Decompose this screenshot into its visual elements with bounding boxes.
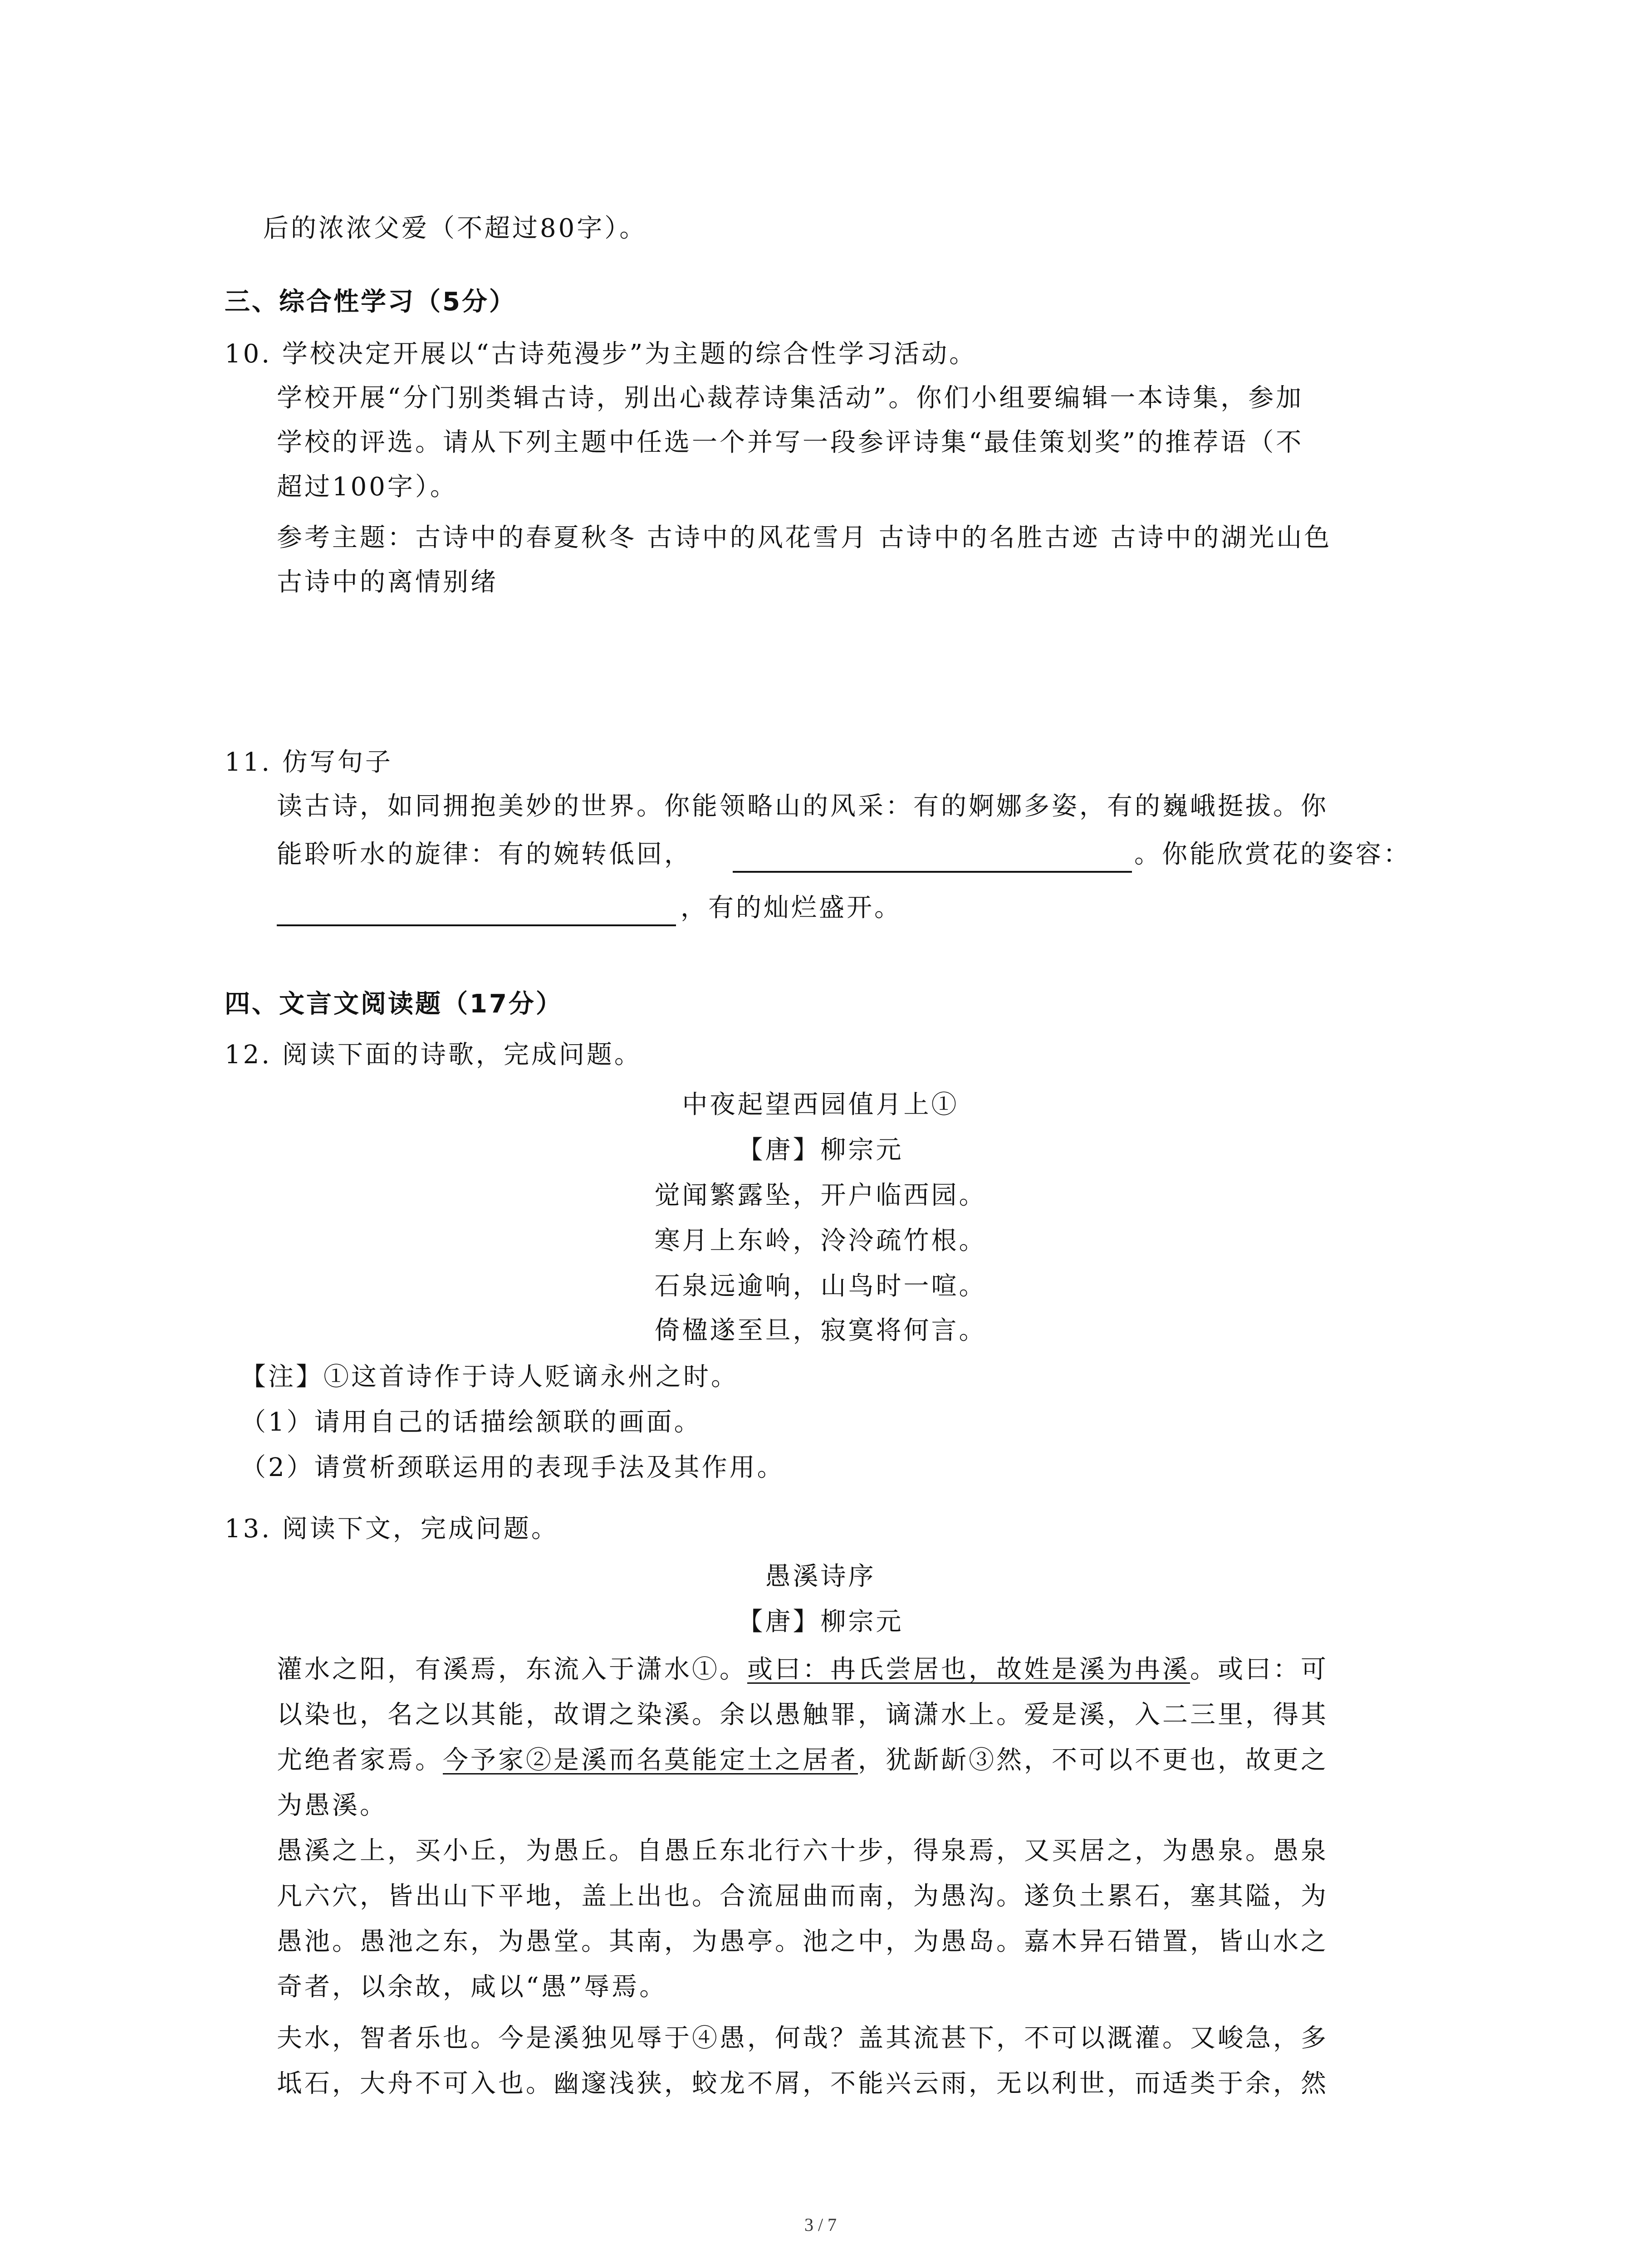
- q13-p2-line1: 愚溪之上，买小丘，为愚丘。自愚丘东北行六十步，得泉焉，又买居之，为愚泉。愚泉: [277, 1836, 1328, 1866]
- q10-stem: 10. 学校决定开展以“古诗苑漫步”为主题的综合性学习活动。: [225, 339, 977, 369]
- q12-note: 【注】①这首诗作于诗人贬谪永州之时。: [240, 1362, 739, 1392]
- q13-stem: 13. 阅读下文，完成问题。: [225, 1514, 559, 1544]
- q13-p2-line4: 奇者，以余故，咸以“愚”辱焉。: [277, 1972, 667, 2002]
- q13-p1-line2: 以染也，名之以其能，故谓之染溪。余以愚触罪，谪潇水上。爱是溪，入二三里，得其: [277, 1700, 1328, 1730]
- q12-poem-line4: 倚楹遂至旦，寂寞将何言。: [654, 1316, 987, 1345]
- q11-line2b: 。你能欣赏花的姿容：: [1134, 840, 1411, 869]
- q13-p1-text-e: ，犹龂龂③然，不可以不更也，故更之: [858, 1745, 1328, 1775]
- q11-line1: 读古诗，如同拥抱美妙的世界。你能领略山的风采：有的婀娜多姿，有的巍峨挺拔。你: [277, 792, 1328, 821]
- q10-line4: 参考主题：古诗中的春夏秋冬 古诗中的风花雪月 古诗中的名胜古迹 古诗中的湖光山色: [277, 523, 1332, 552]
- q12-poem-line1: 觉闻繁露坠，开户临西园。: [654, 1181, 987, 1210]
- q12-sub1: （1）请用自己的话描绘颔联的画面。: [240, 1408, 702, 1437]
- q10-line5: 古诗中的离情别绪: [277, 567, 498, 597]
- q13-p3-line2: 坻石，大舟不可入也。幽邃浅狭，蛟龙不屑，不能兴云雨，无以利世，而适类于余，然: [277, 2069, 1328, 2098]
- q12-poem-line2: 寒月上东岭，泠泠疏竹根。: [654, 1226, 987, 1256]
- continuation-line: 后的浓浓父爱（不超过80字）。: [263, 214, 647, 243]
- q13-p1-line4: 为愚溪。: [277, 1791, 387, 1820]
- q13-title: 愚溪诗序: [765, 1562, 876, 1591]
- q10-line1: 学校开展“分门别类辑古诗，别出心裁荐诗集活动”。你们小组要编辑一本诗集，参加: [277, 383, 1304, 413]
- q13-p1-text-a: 灌水之阳，有溪焉，东流入于潇水①。: [277, 1655, 747, 1684]
- fill-blank-2[interactable]: [277, 924, 676, 926]
- q13-p1-text-c: 。或曰：可: [1190, 1655, 1328, 1684]
- q11-line3b: ，有的灿烂盛开。: [681, 893, 902, 923]
- q12-sub2: （2）请赏析颈联运用的表现手法及其作用。: [240, 1453, 785, 1482]
- q13-author: 【唐】柳宗元: [737, 1607, 904, 1637]
- q12-poem-line3: 石泉远逾响，山鸟时一喧。: [654, 1271, 987, 1301]
- fill-blank-1[interactable]: [733, 871, 1132, 873]
- q10-line3: 超过100字）。: [277, 472, 458, 502]
- q13-p3-line1: 夫水，智者乐也。今是溪独见辱于④愚，何哉？盖其流甚下，不可以溉灌。又峻急，多: [277, 2024, 1328, 2053]
- q12-stem: 12. 阅读下面的诗歌，完成问题。: [225, 1040, 642, 1070]
- q13-underlined-sentence-1: 或曰：冉氏尝居也，故姓是溪为冉溪: [747, 1655, 1190, 1684]
- q11-line2a: 能聆听水的旋律：有的婉转低回，: [277, 840, 692, 869]
- q12-poem-title: 中夜起望西园值月上①: [682, 1090, 959, 1119]
- q13-p1-line1: [277, 1653, 1328, 1686]
- section-heading-4: 四、文言文阅读题（17分）: [225, 989, 563, 1019]
- q12-poem-author: 【唐】柳宗元: [737, 1135, 904, 1165]
- q13-p1-line3: [277, 1744, 1328, 1777]
- q13-p2-line2: 凡六穴，皆出山下平地，盖上出也。合流屈曲而南，为愚沟。遂负土累石，塞其隘，为: [277, 1882, 1328, 1911]
- q10-line2: 学校的评选。请从下列主题中任选一个并写一段参评诗集“最佳策划奖”的推荐语（不: [277, 428, 1304, 457]
- q13-p2-line3: 愚池。愚池之东，为愚堂。其南，为愚亭。池之中，为愚岛。嘉木异石错置，皆山水之: [277, 1927, 1328, 1956]
- section-heading-3: 三、综合性学习（5分）: [225, 287, 516, 317]
- q11-stem: 11. 仿写句子: [225, 748, 393, 777]
- page-number: 3 / 7: [804, 2214, 837, 2235]
- q13-underlined-sentence-2: 今予家②是溪而名莫能定土之居者: [443, 1745, 858, 1775]
- q13-p1-text-d: 尤绝者家焉。: [277, 1745, 443, 1775]
